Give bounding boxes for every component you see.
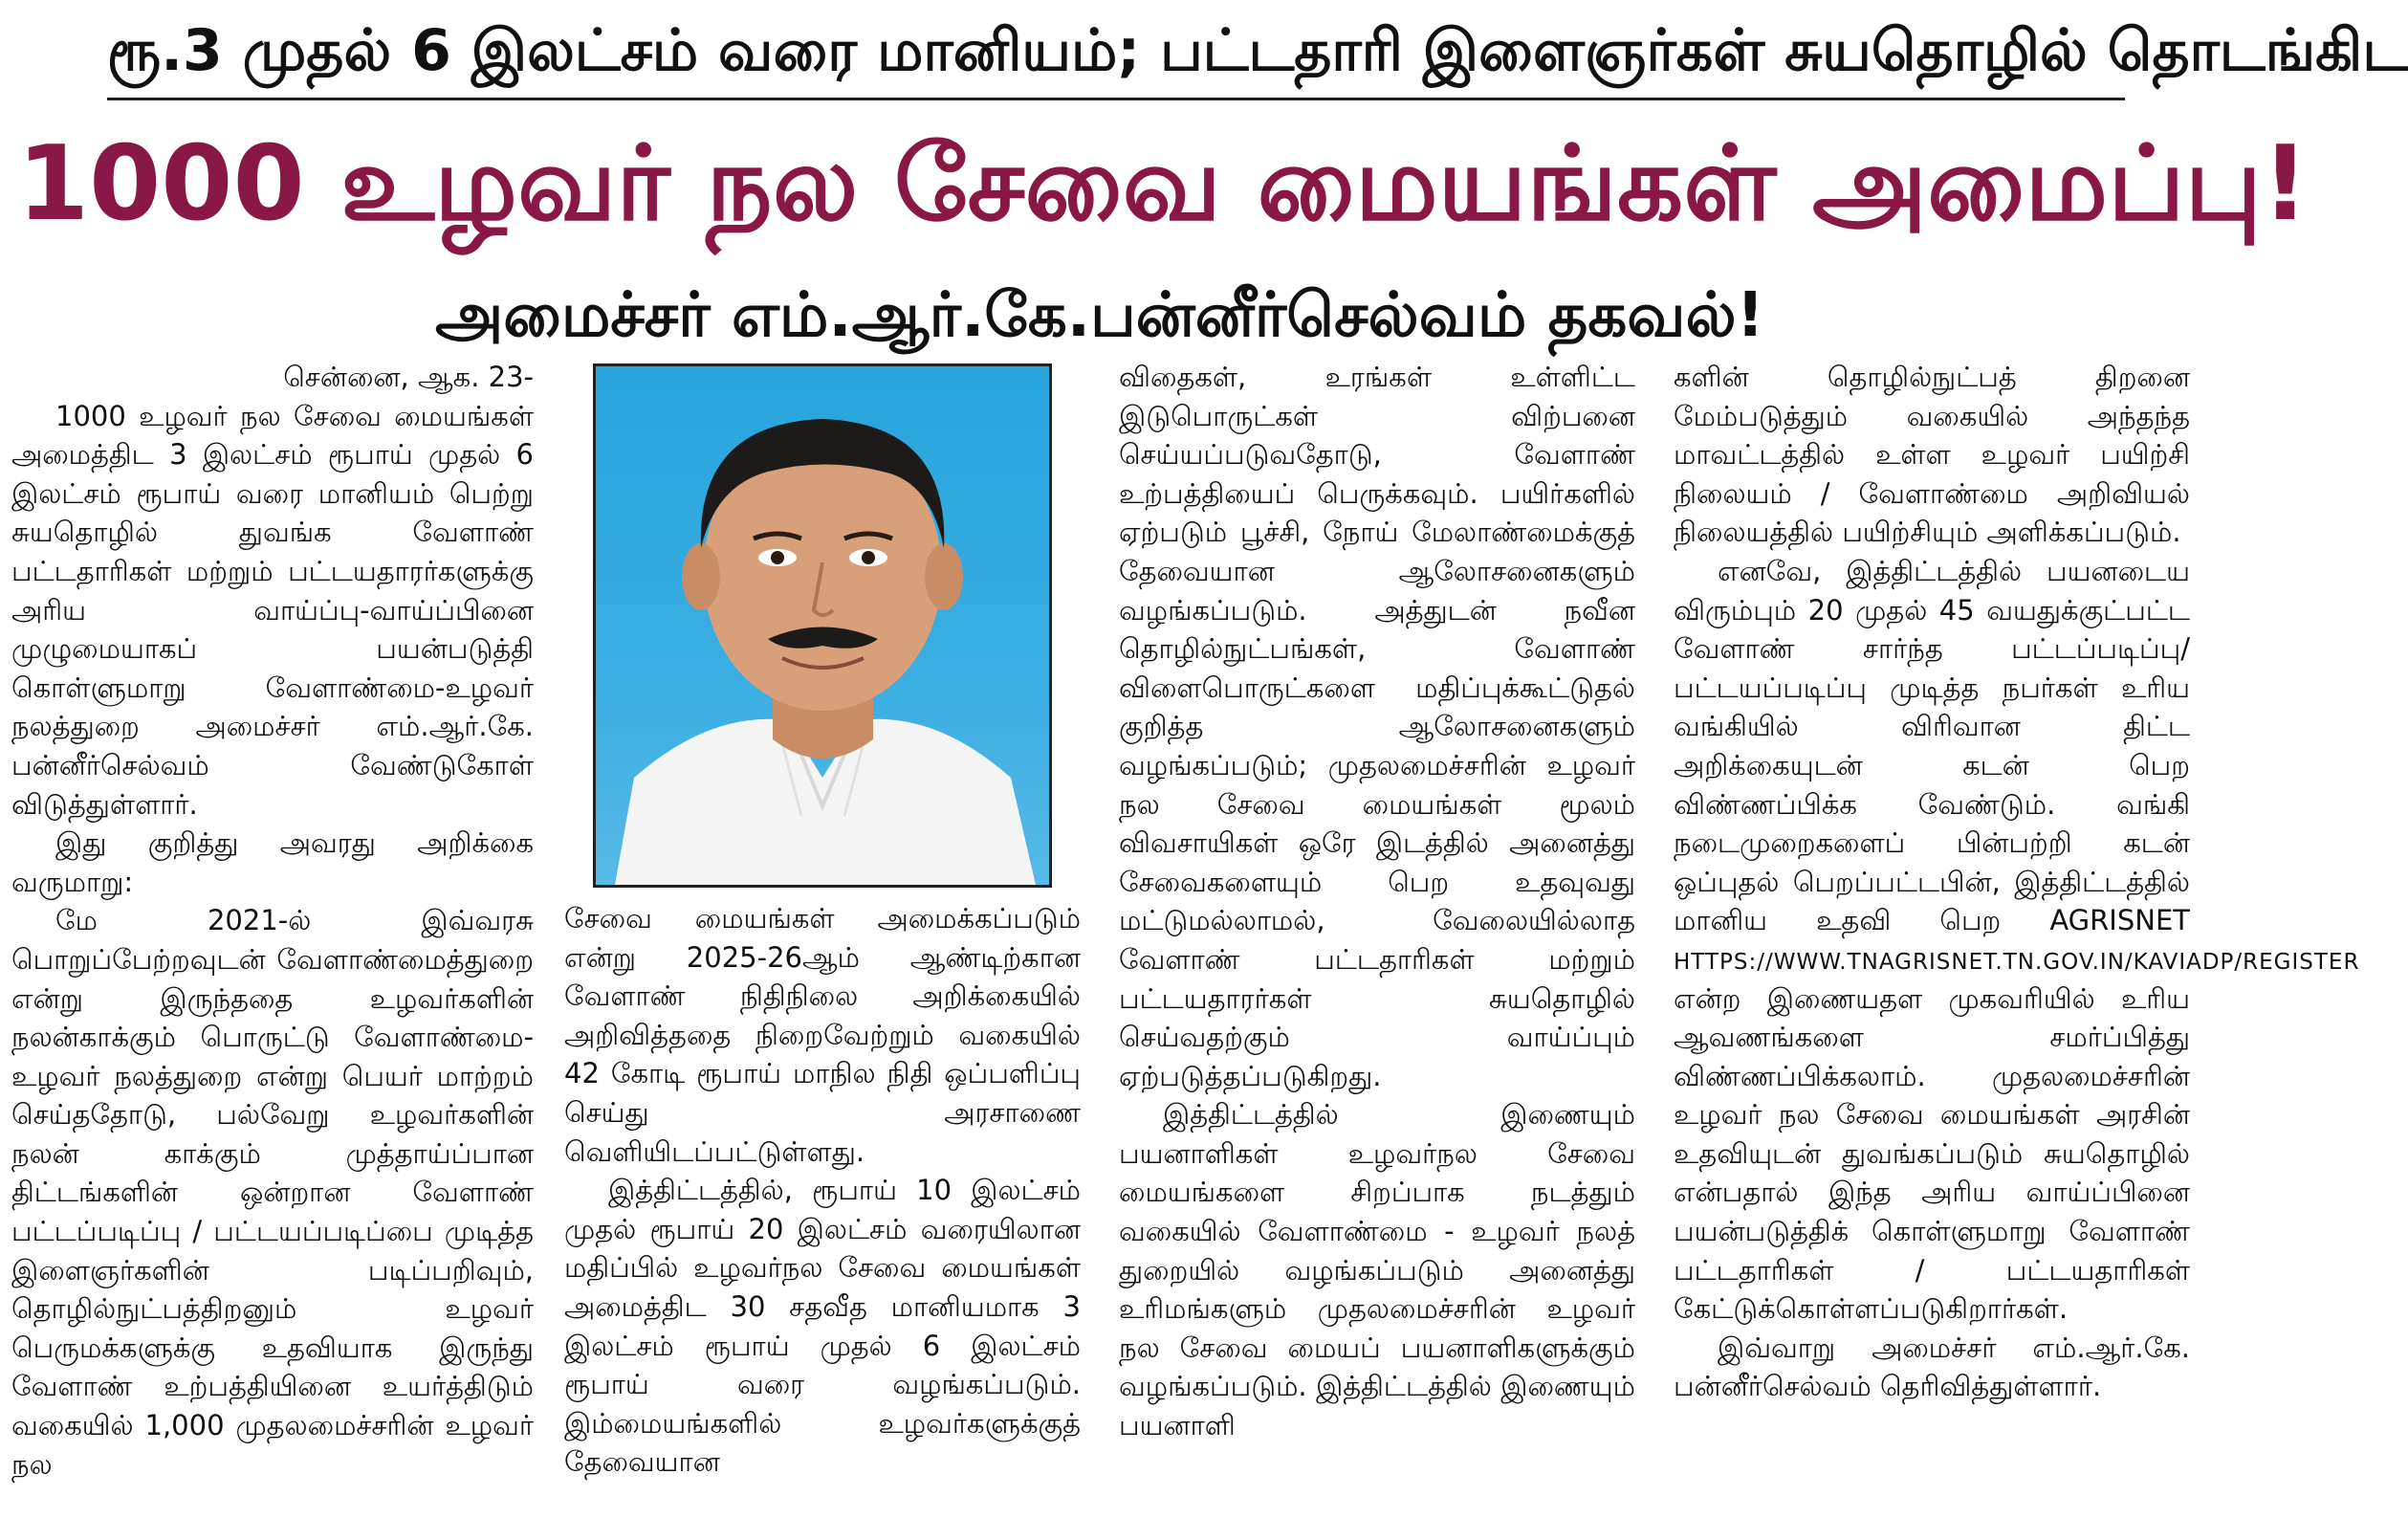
kicker-headline: ரூ.3 முதல் 6 இலட்சம் வரை மானியம்; பட்டதாரி இளைஞர்கள் சுயதொழில் தொடங்கிட <box>107 17 2408 84</box>
paragraph: 1000 உழவர் நல சேவை மையங்கள் அமைத்திட 3 இலட்சம் ரூபாய் முதல் 6 இலட்சம் ரூபாய் வரை மானியம் பெற்று சுயதொழில் துவங்க வேளாண் பட்டதாரிகள் மற்றும் பட்டயதாரர்களுக்கு அரிய வாய்ப்பு-வாய்ப்பினை முழுமையாகப் பயன்படுத்தி கொள்ளுமாறு வேளாண்மை-உழவர் நலத்துறை அமைச்சர் எம்.ஆர்.கே. பன்னீர்செல்வம் வேண்டுகோள் விடுத்துள்ளார். <box>11 399 534 821</box>
kicker-rule <box>107 98 2125 100</box>
paragraph <box>1674 552 2360 1329</box>
article-column-1 <box>11 358 534 1534</box>
sub-headline: அமைச்சர் எம்.ஆர்.கே.பன்னீர்செல்வம் தகவல்! <box>435 280 1764 351</box>
paragraph-text: எனவே, இத்திட்டத்தில் பயனடைய விரும்பும் 20 முதல் 45 வயதுக்குட்பட்ட வேளாண் சார்ந்த பட்டப்படிப்பு/பட்டயப்படிப்பு முடித்த நபர்கள் உரிய வங்கியில் விரிவான திட்ட அறிக்கையுடன் கடன் பெற விண்ணப்பிக்க வேண்டும். வங்கி நடைமுறைகளைப் பின்பற்றி கடன் ஒப்புதல் பெறப்பட்டபின், இத்திட்டத்தில் மானிய உதவி பெற AGRISNET <box>1674 554 2190 937</box>
paragraph: விதைகள், உரங்கள் உள்ளிட்ட இடுபொருட்கள் விற்பனை செய்யப்படுவதோடு, வேளாண் உற்பத்தியைப் பெருக்கவும். பயிர்களில் ஏற்படும் பூச்சி, நோய் மேலாண்மைக்குத் தேவையான ஆலோசனைகளும் வழங்கப்படும். அத்துடன் நவீன தொழில்நுட்பங்கள், வேளாண் விளைபொருட்களை மதிப்புக்கூட்டுதல் குறித்த ஆலோசனைகளும் வழங்கப்படும்; முதலமைச்சரின் உழவர் நல சேவை மையங்கள் மூலம் விவசாயிகள் ஒரே இடத்தில் அனைத்து சேவைகளையும் பெற உதவுவது மட்டுமல்லாமல், வேலையில்லாத வேளாண் பட்டதாரிகள் மற்றும் பட்டயதாரர்கள் சுயதொழில் செய்வதற்கும் வாய்ப்பும் ஏற்படுத்தப்படுகிறது. <box>1119 361 1635 1092</box>
paragraph: இவ்வாறு அமைச்சர் எம்.ஆர்.கே. பன்னீர்செல்வம் தெரிவித்துள்ளார். <box>1674 1331 2190 1403</box>
dateline: சென்னை, ஆக. 23- <box>283 361 534 393</box>
paragraph: மே 2021-ல் இவ்வரசு பொறுப்பேற்றவுடன் வேளாண்மைத்துறை என்று இருந்ததை உழவர்களின் நலன்காக்கும் பொருட்டு வேளாண்மை-உழவர் நலத்துறை என்று பெயர் மாற்றம் செய்ததோடு, பல்வேறு உழவர்களின் நலன் காக்கும் முத்தாய்ப்பான திட்டங்களின் ஒன்றான வேளாண் பட்டப்படிப்பு / பட்டயப்படிப்பை முடித்த இளைஞர்களின் படிப்பறிவும், தொழில்நுட்பத்திறனும் உழவர் பெருமக்களுக்கு உதவியாக இருந்து வேளாண் உற்பத்தியினை உயர்த்திடும் வகையில் 1,000 முதலமைச்சரின் உழவர் நல <box>11 904 534 1481</box>
article-column-4 <box>1674 358 2360 1534</box>
article-column-2 <box>564 899 1081 1534</box>
registration-url: HTTPS://WWW.TNAGRISNET.TN.GOV.IN/KAVIADP/REGISTER <box>1674 949 2360 975</box>
paragraph: இத்திட்டத்தில் இணையும் பயனாளிகள் உழவர்நல சேவை மையங்களை சிறப்பாக நடத்தும் வகையில் வேளாண்மை - உழவர் நலத் துறையில் வழங்கப்படும் அனைத்து உரிமங்களும் முதலமைச்சரின் உழவர் நல சேவை மையப் பயனாளிகளுக்கும் வழங்கப்படும். இத்திட்டத்தில் இணையும் பயனாளி <box>1119 1098 1635 1442</box>
portrait-illustration <box>596 366 1049 885</box>
article-column-3 <box>1119 358 1635 1534</box>
main-headline: 1000 உழவர் நல சேவை மையங்கள் அமைப்பு! <box>17 124 2309 244</box>
paragraph-text: என்ற இணையதள முகவரியில் உரிய ஆவணங்களை சமர்ப்பித்து விண்ணப்பிக்கலாம். முதலமைச்சரின் உழவர் நல சேவை மையங்கள் அரசின் உதவியுடன் துவங்கப்படும் சுயதொழில் என்பதால் இந்த அரிய வாய்ப்பினை பயன்படுத்திக் கொள்ளுமாறு வேளாண் பட்டதாரிகள் / பட்டயதாரிகள் கேட்டுக்கொள்ளப்படுகிறார்கள். <box>1674 981 2190 1326</box>
minister-photo <box>593 363 1052 888</box>
paragraph: இது குறித்து அவரது அறிக்கை வருமாறு: <box>11 826 534 898</box>
paragraph: களின் தொழில்நுட்பத் திறனை மேம்படுத்தும் வகையில் அந்தந்த மாவட்டத்தில் உள்ள உழவர் பயிற்சி நிலையம் / வேளாண்மை அறிவியல் நிலையத்தில் பயிற்சியும் அளிக்கப்படும். <box>1674 361 2190 549</box>
paragraph: சேவை மையங்கள் அமைக்கப்படும் என்று 2025-26ஆம் ஆண்டிற்கான வேளாண் நிதிநிலை அறிக்கையில் அறிவித்ததை நிறைவேற்றும் வகையில் 42 கோடி ரூபாய் மாநில நிதி ஒப்பளிப்பு செய்து அரசாணை வெளியிடப்பட்டுள்ளது. <box>564 902 1081 1168</box>
paragraph: இத்திட்டத்தில், ரூபாய் 10 இலட்சம் முதல் ரூபாய் 20 இலட்சம் வரையிலான மதிப்பில் உழவர்நல சேவை மையங்கள் அமைத்திட 30 சதவீத மானியமாக 3 இலட்சம் ரூபாய் முதல் 6 இலட்சம் ரூபாய் வரை வழங்கப்படும். இம்மையங்களில் உழவர்களுக்குத் தேவையான <box>564 1174 1081 1479</box>
